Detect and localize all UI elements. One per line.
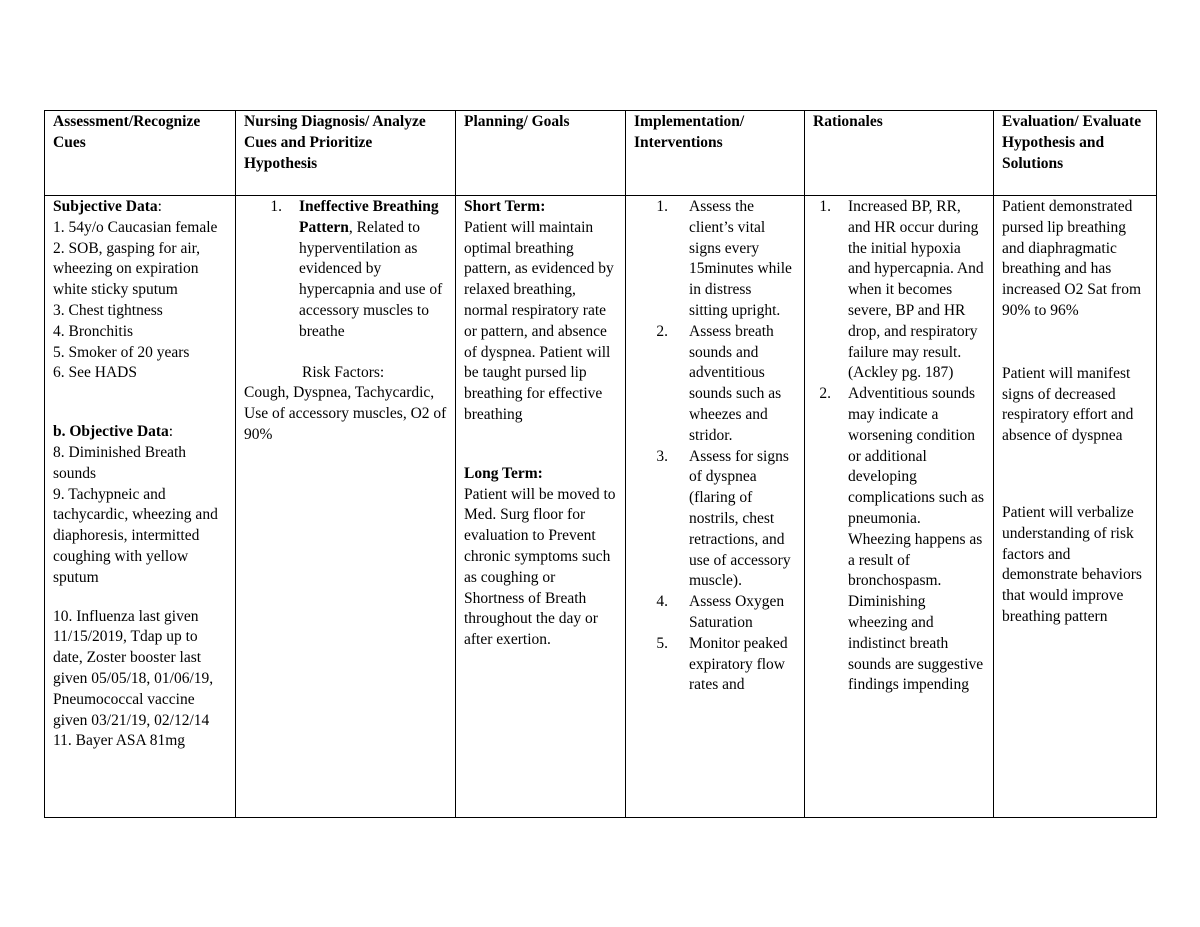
objective-colon: : bbox=[168, 423, 174, 441]
objective-label: b. Objective Data bbox=[53, 423, 169, 441]
diagnosis-list bbox=[244, 197, 449, 343]
intervention-item bbox=[634, 634, 798, 696]
intervention-item bbox=[634, 322, 798, 447]
short-term-label: Short Term: bbox=[464, 198, 546, 215]
rationale-number: 1. bbox=[819, 198, 831, 215]
subjective-item: 1. 54y/o Caucasian female bbox=[53, 218, 218, 236]
intervention-number: 1. bbox=[656, 198, 668, 215]
subjective-heading bbox=[53, 197, 229, 218]
history-item: 11. Bayer ASA 81mg bbox=[53, 732, 186, 750]
header-planning: Planning/ Goals bbox=[456, 111, 626, 196]
rationale-number: 2. bbox=[819, 385, 831, 403]
rationale-text: Adventitious sounds may indicate a worsening condition or additional developing complications such as pneumonia. Wheezing happens as a result of bronchospasm. Diminishing wheezing and indistinct breath sounds are suggestive findings impending bbox=[848, 385, 985, 694]
subjective-item: 4. Bronchitis bbox=[53, 322, 134, 340]
short-term-text: Patient will maintain optimal breathing pattern, as evidenced by relaxed breathing, normal respiratory rate or pattern, and absence of dyspnea. Patient will be taught pursed lip breathing for effective breathing bbox=[464, 218, 614, 423]
intervention-number: 3. bbox=[656, 447, 668, 465]
header-assessment: Assessment/Recognize Cues bbox=[45, 111, 236, 196]
header-evaluation: Evaluation/ Evaluate Hypothesis and Solutions bbox=[994, 111, 1157, 196]
rationale-list bbox=[813, 197, 987, 696]
intervention-item bbox=[634, 197, 798, 322]
evaluation-cell bbox=[994, 196, 1157, 818]
header-rationales: Rationales bbox=[805, 111, 994, 196]
content-row bbox=[45, 196, 1157, 818]
long-term-label: Long Term: bbox=[464, 464, 543, 482]
diagnosis-item bbox=[244, 197, 449, 343]
subjective-colon: : bbox=[157, 198, 162, 215]
evaluation-text: Patient will verbalize understanding of risk factors and demonstrate behaviors that would improve breathing pattern bbox=[1002, 503, 1142, 625]
intervention-number: 2. bbox=[656, 322, 668, 340]
intervention-text: Assess for signs of dyspnea (flaring of nostrils, chest retractions, and use of accessory muscle). bbox=[689, 447, 791, 590]
intervention-item bbox=[634, 447, 798, 593]
intervention-text: Assess breath sounds and adventitious sounds such as wheezes and stridor. bbox=[689, 322, 782, 444]
intervention-item bbox=[634, 592, 798, 634]
objective-heading bbox=[53, 422, 229, 443]
rationale-text: Increased BP, RR, and HR occur during the initial hypoxia and hypercapnia. And when it becomes severe, BP and HR drop, and respiratory failure may result. (Ackley pg. 187) bbox=[848, 198, 984, 382]
rationale-item bbox=[813, 197, 987, 384]
subjective-item: 6. See HADS bbox=[53, 364, 137, 382]
subjective-item: 2. SOB, gasping for air, wheezing on expiration white sticky sputum bbox=[53, 239, 201, 299]
intervention-text: Monitor peaked expiratory flow rates and bbox=[689, 634, 788, 694]
evaluation-text: Patient demonstrated pursed lip breathing and diaphragmatic breathing and has increased O2 Sat from 90% to 96% bbox=[1002, 198, 1142, 319]
intervention-number: 4. bbox=[656, 593, 668, 611]
subjective-item: 5. Smoker of 20 years bbox=[53, 343, 190, 361]
diagnosis-title-comma: , bbox=[348, 218, 353, 236]
history-item: 10. Influenza last given 11/15/2019, Tdap up to date, Zoster booster last given 05/05/18, 01/06/19, Pneumococcal vaccine given 03/21/19, 02/12/14 bbox=[53, 607, 214, 729]
rationale-item bbox=[813, 384, 987, 696]
diagnosis-number: 1. bbox=[270, 198, 282, 215]
diagnosis-title: Ineffective Breathing Pattern bbox=[299, 198, 439, 236]
subjective-item: 3. Chest tightness bbox=[53, 301, 163, 319]
intervention-text: Assess the client’s vital signs every 15minutes while in distress sitting upright. bbox=[689, 198, 792, 319]
rationales-cell bbox=[805, 196, 994, 818]
subjective-label: Subjective Data bbox=[53, 198, 158, 215]
header-row bbox=[45, 111, 1157, 196]
care-plan-table bbox=[44, 110, 1157, 818]
long-term-text: Patient will be moved to Med. Surg floor for evaluation to Prevent chronic symptoms such as coughing or Shortness of Breath throughout the day or after exertion. bbox=[464, 485, 616, 649]
objective-item: 9. Tachypneic and tachycardic, wheezing and diaphoresis, intermitted coughing with yellow sputum bbox=[53, 485, 218, 586]
intervention-number: 5. bbox=[656, 634, 668, 652]
diagnosis-cell bbox=[236, 196, 456, 818]
header-diagnosis: Nursing Diagnosis/ Analyze Cues and Prioritize Hypothesis bbox=[236, 111, 456, 196]
risk-factors-label: Risk Factors: bbox=[302, 363, 385, 381]
objective-item: 8. Diminished Breath sounds bbox=[53, 443, 187, 482]
diagnosis-text: Related to hyperventilation as evidenced by hypercapnia and use of accessory muscles to breathe bbox=[299, 218, 443, 340]
assessment-cell bbox=[45, 196, 236, 818]
intervention-list bbox=[634, 197, 798, 696]
intervention-text: Assess Oxygen Saturation bbox=[689, 593, 785, 631]
header-implementation: Implementation/ Interventions bbox=[626, 111, 805, 196]
planning-cell bbox=[456, 196, 626, 818]
risk-factors-text: Cough, Dyspnea, Tachycardic, Use of accessory muscles, O2 of 90% bbox=[244, 384, 447, 443]
evaluation-text: Patient will manifest signs of decreased respiratory effort and absence of dyspnea bbox=[1002, 364, 1134, 445]
implementation-cell bbox=[626, 196, 805, 818]
